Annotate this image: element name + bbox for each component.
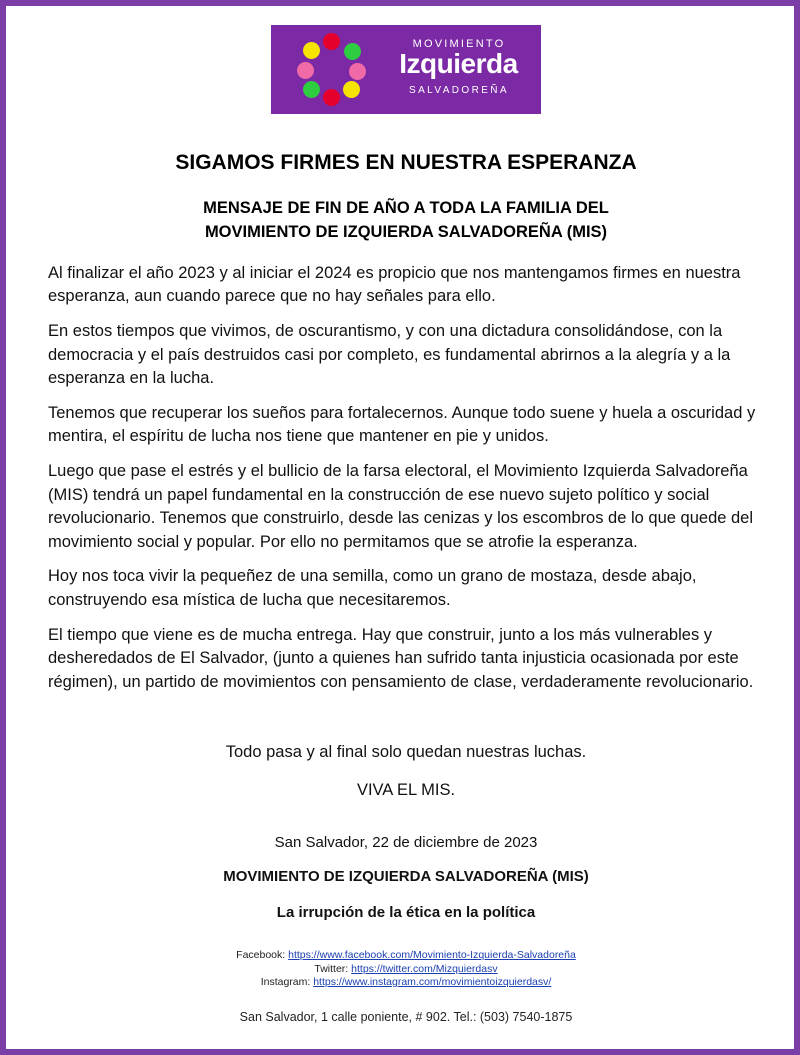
logo-circle	[349, 63, 366, 80]
subtitle-line: MOVIMIENTO DE IZQUIERDA SALVADOREÑA (MIS)	[204, 223, 608, 241]
logo-circle	[323, 33, 340, 50]
body-paragraph: El tiempo que viene es de mucha entrega. Hay que construir, junto a los más vulnerables y desheredados de El Salvador, (junto a quienes han sufrido tanta injusticia ocasionada por este régimen), un partido de movimientos con pensamiento de clase, verdaderamente revolucionario.	[48, 625, 754, 691]
facebook-label: Facebook:	[236, 949, 286, 961]
body-paragraph: Luego que pase el estrés y el bullicio de la farsa electoral, el Movimiento Izquierda Salvadoreña (MIS) tendrá un papel fundamental en la construcción de ese nuevo sujeto político y social revolucionario. Tenemos que construirlo, desde las cenizas y los escombros de lo que quede del movimiento social y popular. Por ello no permitamos que se atrofie la esperanza.	[48, 462, 754, 551]
logo-circle	[323, 89, 340, 106]
logo-circle	[297, 62, 314, 79]
twitter-link[interactable]: https://twitter.com/Mizquierdasv	[351, 962, 498, 975]
body-paragraph: En estos tiempos que vivimos, de oscurantismo, y con una dictadura consolidándose, con la democracia y el país destruidos casi por completo, es fundamental abrirnos a la alegría y a la esperanza en la lucha.	[48, 322, 731, 388]
signature-org: MOVIMIENTO DE IZQUIERDA SALVADOREÑA (MIS)	[223, 868, 589, 885]
facebook-row	[6, 949, 800, 963]
logo-text-izquierda: Izquierda	[399, 48, 518, 79]
logo-text-movimiento: MOVIMIENTO	[412, 38, 506, 50]
signature-motto: La irrupción de la ética en la política	[276, 904, 536, 921]
logo-circle	[344, 43, 361, 60]
logo-circle	[303, 81, 320, 98]
contact-address: San Salvador, 1 calle poniente, # 902. Tel.: (503) 7540-1875	[239, 1010, 573, 1024]
twitter-row	[6, 963, 800, 977]
document-title: SIGAMOS FIRMES EN NUESTRA ESPERANZA	[175, 151, 637, 174]
twitter-label: Twitter:	[314, 962, 349, 975]
body-paragraph: Tenemos que recuperar los sueños para fortalecernos. Aunque todo suene y huela a oscuridad y mentira, el espíritu de lucha nos tiene que mantener en pie y unidos.	[48, 404, 756, 446]
logo-text-salvadorena: SALVADOREÑA	[409, 85, 509, 96]
closing-line: Todo pasa y al final solo quedan nuestras luchas.	[225, 743, 587, 761]
viva-line: VIVA EL MIS.	[356, 781, 456, 799]
body-paragraph: Al finalizar el año 2023 y al iniciar el 2024 es propicio que nos mantengamos firmes en nuestra esperanza, aun cuando parece que no hay señales para ello.	[48, 264, 741, 306]
logo-circle	[343, 81, 360, 98]
instagram-link[interactable]: https://www.instagram.com/movimientoizquierdasv/	[313, 976, 552, 988]
logo-circle	[303, 42, 320, 59]
mis-logo	[271, 25, 541, 114]
instagram-label: Instagram:	[260, 976, 311, 988]
message-body	[48, 262, 766, 706]
instagram-row	[6, 976, 800, 990]
body-paragraph: Hoy nos toca vivir la pequeñez de una semilla, como un grano de mostaza, desde abajo, construyendo esa mística de lucha que necesitaremos.	[48, 567, 697, 609]
signature-date: San Salvador, 22 de diciembre de 2023	[274, 834, 538, 851]
social-links	[6, 949, 800, 990]
subtitle-line: MENSAJE DE FIN DE AÑO A TODA LA FAMILIA DEL	[203, 199, 609, 217]
facebook-link[interactable]: https://www.facebook.com/Movimiento-Izquierda-Salvadoreña	[288, 949, 576, 961]
document-subtitle	[6, 196, 800, 244]
